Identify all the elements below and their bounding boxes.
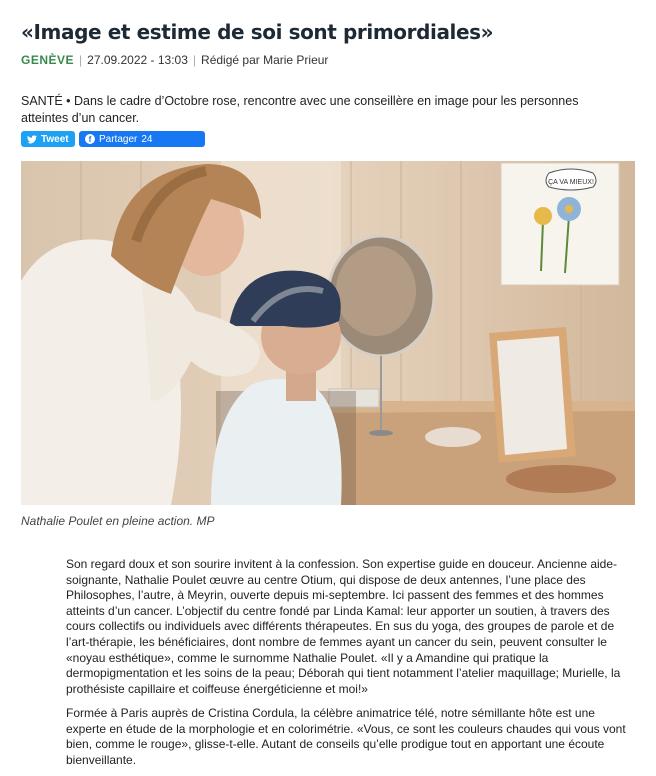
region-link[interactable]: GENÈVE	[21, 53, 75, 67]
paragraph-text: Formée à Paris auprès de Cristina Cordula, la célèbre animatrice télé, notre sémillante hôte est une experte en étude de la morphologie et en colorimétrie. «Vous, ce sont les couleurs chaudes qui vous vont bien, comme le rouge», glisse-t-elle. Autant de conseils qu’elle prodigue tout en apportant une écoute bienveillante.	[66, 706, 626, 767]
article-meta	[21, 53, 328, 67]
share-buttons	[21, 131, 205, 147]
facebook-icon: f	[85, 134, 95, 144]
tweet-button[interactable]	[21, 131, 75, 147]
publish-date: 27.09.2022 - 13:03	[87, 53, 188, 67]
facebook-share-label: Partager	[99, 133, 138, 145]
article-lead: SANTÉ • Dans le cadre d’Octobre rose, rencontre avec une conseillère en image pour les personnes atteintes d’un cancer.	[21, 94, 579, 125]
article-title: «Image et estime de soi sont primordiales»	[21, 20, 494, 44]
facebook-share-count: 24	[141, 133, 153, 145]
meta-separator: |	[192, 53, 197, 67]
photo-caption: Nathalie Poulet en pleine action. MP	[21, 514, 215, 528]
article-paragraph	[66, 557, 626, 697]
article-paragraph	[66, 706, 626, 768]
paragraph-text: Son regard doux et son sourire invitent à la confession. Son expertise guide en douceur. Ancienne aide-soignante, Nathalie Poulet œuvre au centre Otium, qui dispose de deux antennes, l’une place des Philosophes, l’autre, à Meyrin, ouverte depuis mi-septembre. Ici passent des femmes et des hommes atteints d’un cancer. L’objectif du centre fondé par Linda Kamal: leur apporter un soutien, à travers des cours collectifs ou individuels avec différents thérapeutes. En sus du yoga, des groupes de parole et de l’art-thérapie, les bénéficiaires, dont nombre de femmes ayant un cancer du sein, peuvent consulter le «noyau esthétique», comme le surnomme Nathalie Poulet. «Il y a Amandine qui pratique la dermopigmentation et les soins de la peau; Déborah qui tient notamment l’atelier maquillage; Murielle, la prothésiste capillaire et coiffeuse énergéticienne et moi!»	[66, 557, 621, 696]
article-photo	[21, 161, 635, 505]
tweet-label: Tweet	[41, 133, 69, 145]
twitter-bird-icon	[27, 135, 37, 144]
photo-illustration	[21, 161, 635, 505]
author-line: Rédigé par Marie Prieur	[201, 53, 329, 67]
drawing-speech-text: ÇA VA MIEUX!	[548, 179, 594, 186]
meta-separator: |	[79, 53, 83, 67]
facebook-share-button[interactable]	[79, 131, 205, 147]
